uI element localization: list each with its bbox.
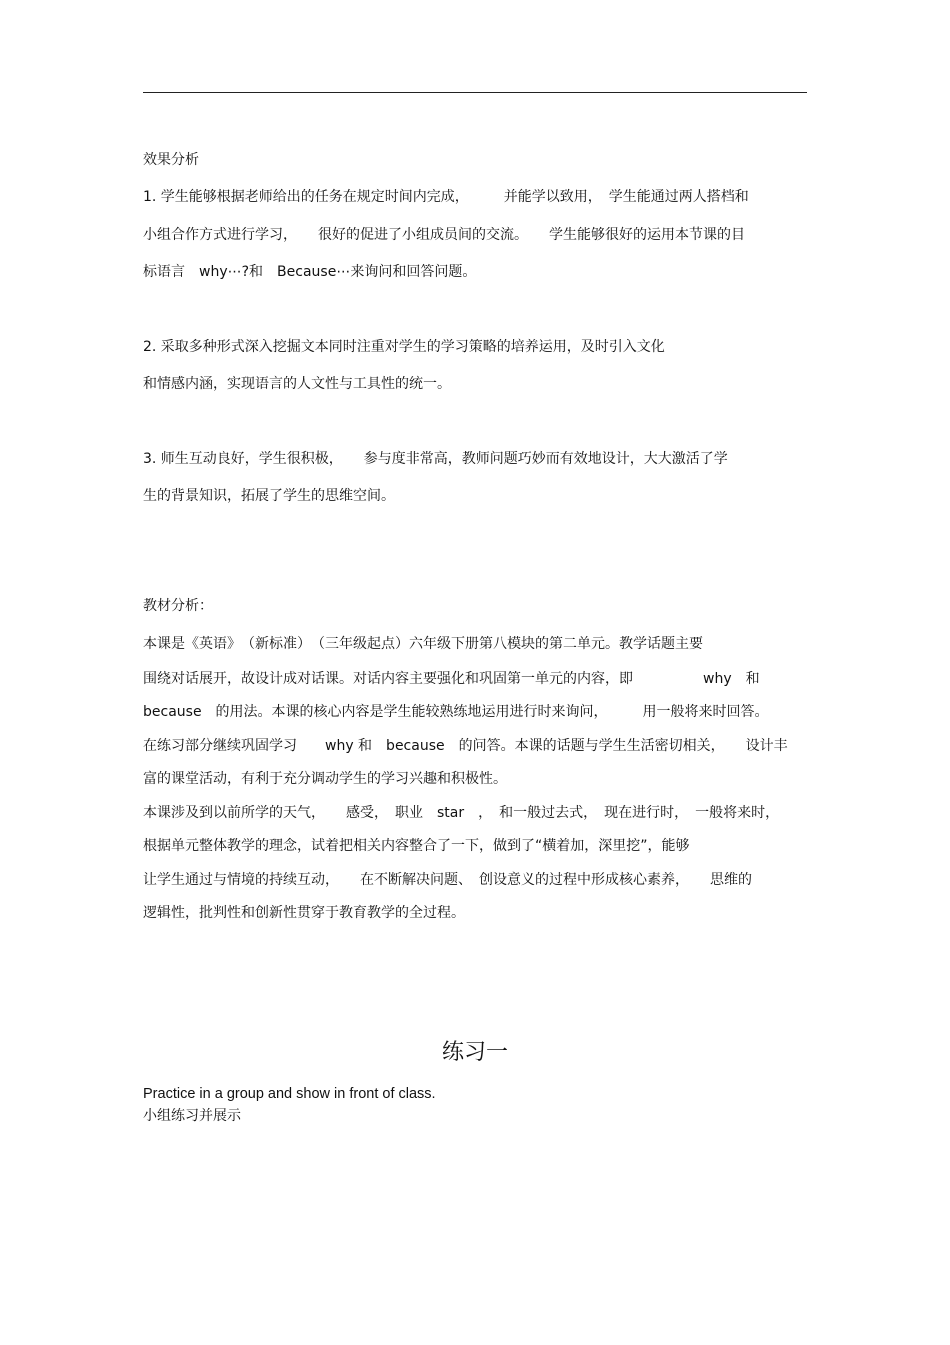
paragraph-line: 逻辑性，批判性和创新性贯穿于教育教学的全过程。 <box>143 905 465 921</box>
paragraph-line: because 的用法。本课的核心内容是学生能较熟练地运用进行时来询问， 用一般将来时回答。 <box>143 704 769 720</box>
paragraph-line: 围绕对话展开，故设计成对话课。对话内容主要强化和巩固第一单元的内容，即 why 和 <box>143 671 760 687</box>
paragraph-line: 小组合作方式进行学习， 很好的促进了小组成员间的交流。 学生能够很好的运用本节课的目 <box>143 227 745 243</box>
paragraph-line: 在练习部分继续巩固学习 why 和 because 的问答。本课的话题与学生生活密切相关， 设计丰 <box>143 738 788 754</box>
paragraph-line: 本课是《英语》 （新标准） （三年级起点）六年级下册第八模块的第二单元。教学话题主要 <box>143 636 703 652</box>
exercise-heading: 练习一 <box>441 1040 508 1065</box>
section-title-effect-analysis: 效果分析 <box>143 152 199 168</box>
section-title-material-analysis: 教材分析： <box>143 598 213 614</box>
exercise-instruction-english: Practice in a group and show in front of class. <box>143 1086 436 1102</box>
exercise-instruction-chinese: 小组练习并展示 <box>143 1108 241 1124</box>
paragraph-line: 生的背景知识，拓展了学生的思维空间。 <box>143 488 395 504</box>
paragraph-line: 1. 学生能够根据老师给出的任务在规定时间内完成， 并能学以致用， 学生能通过两人搭档和 <box>143 189 749 205</box>
paragraph-line: 让学生通过与情境的持续互动， 在不断解决问题、 创设意义的过程中形成核心素养， 思维的 <box>143 872 752 888</box>
paragraph-line: 2. 采取多种形式深入挖掘文本同时注重对学生的学习策略的培养运用，及时引入文化 <box>143 339 665 355</box>
paragraph-line: 标语言 why⋯?和 Because⋯来询问和回答问题。 <box>143 264 477 280</box>
paragraph-line: 本课涉及到以前所学的天气， 感受， 职业 star ， 和一般过去式， 现在进行时， 一般将来时， <box>143 805 780 821</box>
paragraph-line: 富的课堂活动，有利于充分调动学生的学习兴趣和积极性。 <box>143 771 507 787</box>
paragraph-line: 3. 师生互动良好，学生很积极， 参与度非常高，教师问题巧妙而有效地设计，大大激活了学 <box>143 451 728 467</box>
paragraph-line: 根据单元整体教学的理念，试着把相关内容整合了一下，做到了“横着加，深里挖”，能够 <box>143 838 690 854</box>
paragraph-line: 和情感内涵，实现语言的人文性与工具性的统一。 <box>143 376 451 392</box>
top-rule <box>143 92 807 93</box>
